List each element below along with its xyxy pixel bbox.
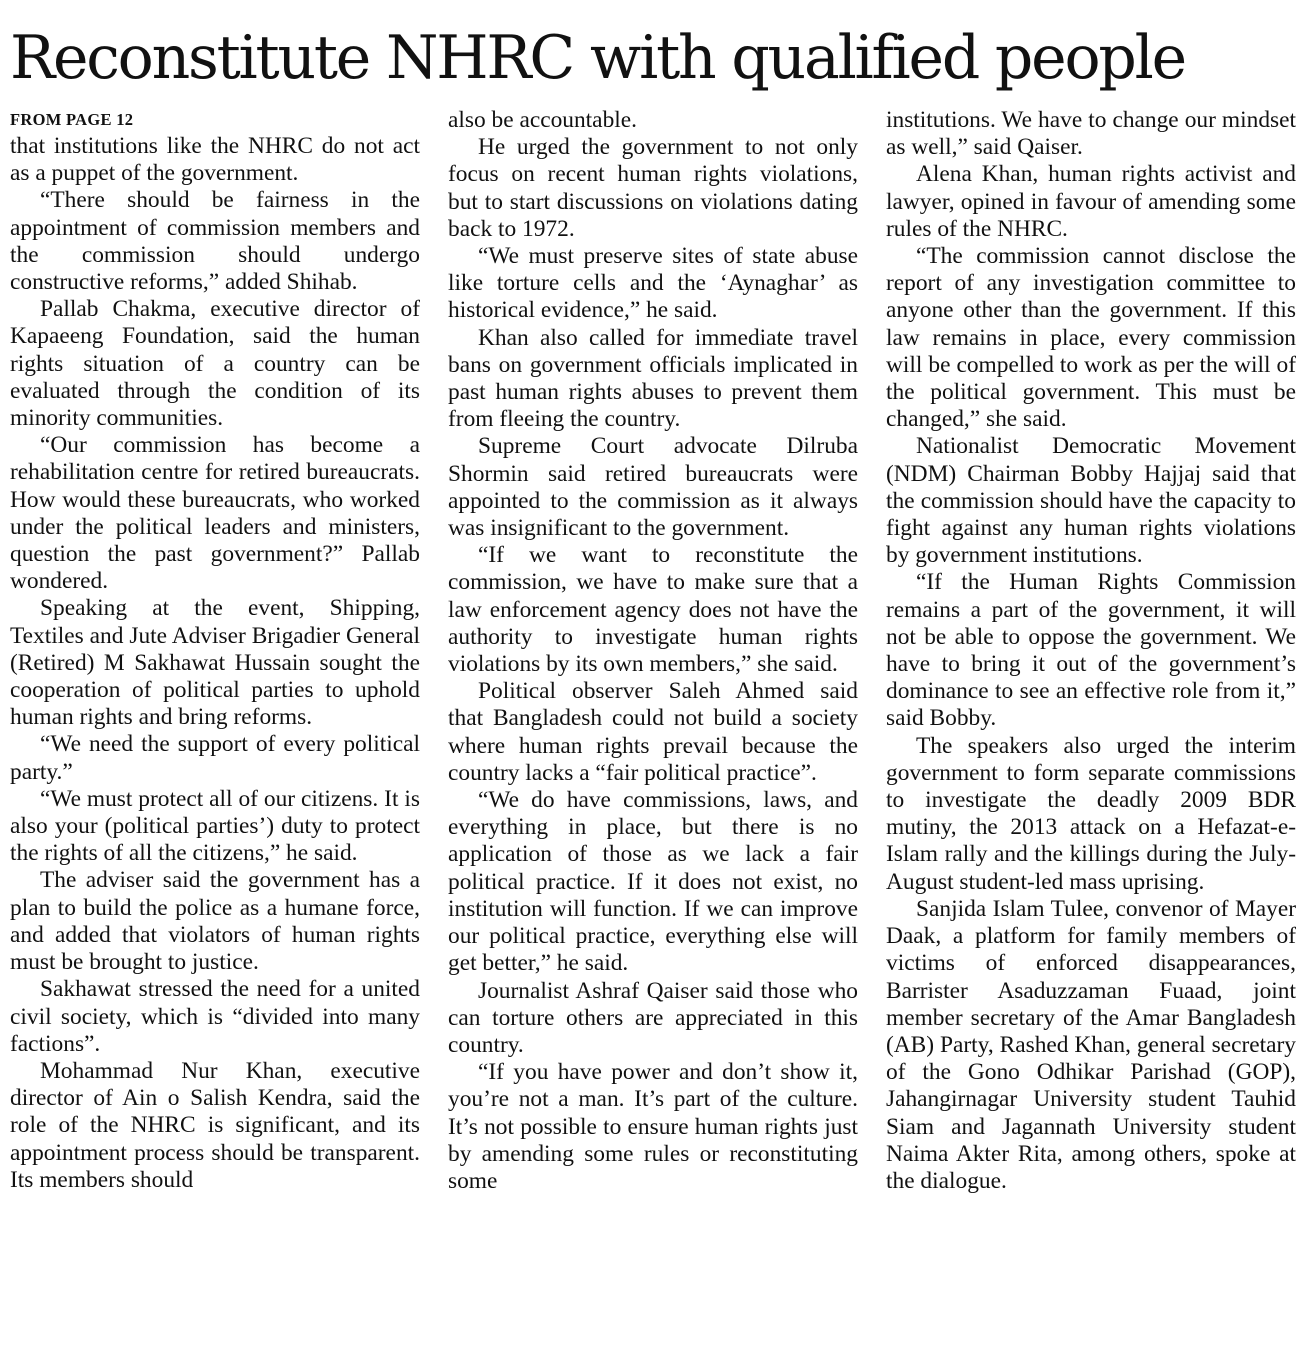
paragraph: Pallab Chakma, executive director of Kapaeeng Foundation, said the human rights situation of a country can be evaluated through the condition of its minority communities. xyxy=(10,296,420,432)
paragraph: also be accountable. xyxy=(448,107,637,133)
paragraph: Speaking at the event, Shipping, Textiles and Jute Adviser Brigadier General (Retired) M Sakhawat Hussain sought the cooperation of political parties to uphold human rights and bring reforms. xyxy=(10,595,420,731)
paragraph: “There should be fairness in the appointment of commission members and the commission should undergo constructive reforms,” added Shihab. xyxy=(10,187,420,296)
article-column-2 xyxy=(448,107,858,1343)
paragraph: Sakhawat stressed the need for a united civil society, which is “divided into many factions”. xyxy=(10,976,420,1057)
continuation-kicker: FROM PAGE 12 xyxy=(10,110,134,129)
paragraph: Alena Khan, human rights activist and lawyer, opined in favour of amending some rules of the NHRC. xyxy=(886,161,1296,242)
paragraph: “We do have commissions, laws, and everything in place, but there is no application of those as we lack a fair political practice. If it does not exist, no institution will function. If we can improve our political practice, everything else will get better,” he said. xyxy=(448,787,858,977)
paragraph: The speakers also urged the interim government to form separate commissions to investigate the deadly 2009 BDR mutiny, the 2013 attack on a Hefazat-e-Islam rally and the killings during the July-August student-led mass uprising. xyxy=(886,732,1296,895)
paragraph: He urged the government to not only focus on recent human rights violations, but to start discussions on violations dating back to 1972. xyxy=(448,134,858,242)
paragraph: “We must preserve sites of state abuse like torture cells and the ‘Aynaghar’ as historical evidence,” he said. xyxy=(448,243,858,324)
paragraph: institutions. We have to change our mindset as well,” said Qaiser. xyxy=(886,107,1296,161)
paragraph: that institutions like the NHRC do not act as a puppet of the government. xyxy=(10,133,420,187)
article-column-1 xyxy=(10,107,420,1343)
article-headline: Reconstitute NHRC with qualified people xyxy=(10,23,1185,93)
paragraph: Mohammad Nur Khan, executive director of Ain o Salish Kendra, said the role of the NHRC is significant, and its appointment process should be transparent. Its members should xyxy=(10,1057,420,1193)
paragraph: Khan also called for immediate travel bans on government officials implicated in past human rights abuses to prevent them from fleeing the country. xyxy=(448,324,858,433)
paragraph: “Our commission has become a rehabilitation centre for retired bureaucrats. How would these bureaucrats, who worked under the political leaders and ministers, question the past government?” Pallab wondered. xyxy=(10,432,420,595)
paragraph: “If you have power and don’t show it, you’re not a man. It’s part of the culture. It’s not possible to ensure human rights just by amending some rules or reconstituting some xyxy=(448,1059,858,1194)
paragraph: Political observer Saleh Ahmed said that Bangladesh could not build a society where human rights prevail because the country lacks a “fair political practice”. xyxy=(448,678,858,786)
paragraph: The adviser said the government has a plan to build the police as a humane force, and added that violators of human rights must be brought to justice. xyxy=(10,867,420,976)
paragraph: “If we want to reconstitute the commission, we have to make sure that a law enforcement agency does not have the authority to investigate human rights violations by its own members,” she said. xyxy=(448,542,858,678)
paragraph: Journalist Ashraf Qaiser said those who can torture others are appreciated in this country. xyxy=(448,977,858,1058)
paragraph: Sanjida Islam Tulee, convenor of Mayer Daak, a platform for family members of victims of enforced disappearances, Barrister Asaduzzaman Fuaad, joint member secretary of the Amar Bangladesh (AB) Party, Rashed Khan, general secretary of the Gono Odhikar Parishad (GOP), Jahangirnagar University student Tauhid Siam and Jagannath University student Naima Akter Rita, among others, spoke at the dialogue. xyxy=(886,895,1296,1194)
article-column-3 xyxy=(886,107,1296,1343)
paragraph: “The commission cannot disclose the report of any investigation committee to anyone other than the government. If this law remains in place, every commission will be compelled to work as per the will of the political government. This must be changed,” she said. xyxy=(886,243,1296,433)
paragraph: “We must protect all of our citizens. It is also your (political parties’) duty to protect the rights of all the citizens,” he said. xyxy=(10,785,420,867)
paragraph: “We need the support of every political party.” xyxy=(10,731,420,785)
paragraph: “If the Human Rights Commission remains a part of the government, it will not be able to oppose the government. We have to bring it out of the government’s dominance to see an effective role from it,” said Bobby. xyxy=(886,569,1296,732)
paragraph: Nationalist Democratic Movement (NDM) Chairman Bobby Hajjaj said that the commission should have the capacity to fight against any human rights violations by government institutions. xyxy=(886,433,1296,569)
paragraph: Supreme Court advocate Dilruba Shormin said retired bureaucrats were appointed to the commission as it always was insignificant to the government. xyxy=(448,433,858,542)
